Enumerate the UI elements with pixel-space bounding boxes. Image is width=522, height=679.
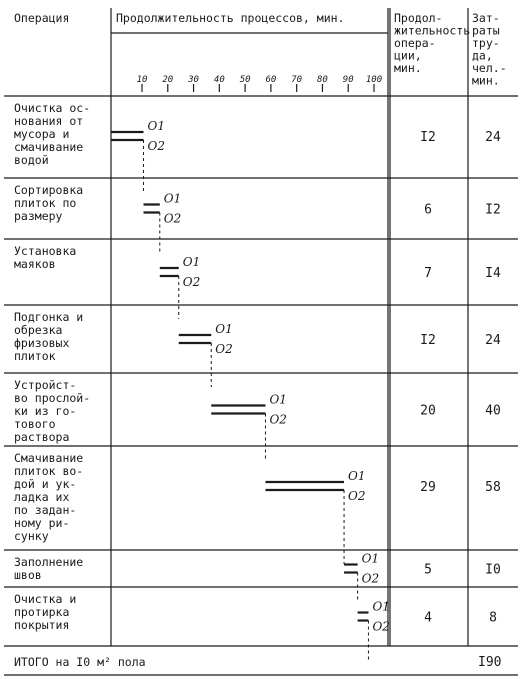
operation-name: Сортировка [14,183,84,197]
worker-o2-label: О2 [215,342,233,356]
operation-duration: 6 [424,202,432,218]
operation-name: Установка [14,244,77,258]
time-scale [137,75,383,92]
table-row [14,378,501,460]
worker-o2-label: О2 [372,619,390,634]
operation-name: смачивание [14,140,84,154]
operation-duration: I2 [420,130,436,145]
tick-label: 60 [265,75,277,85]
operation-name: раствора [14,430,70,444]
operation-name: ладка их [14,490,70,504]
tick-label: 40 [213,75,225,85]
tick-label: 10 [136,75,148,85]
worker-o2-label: О2 [361,571,380,586]
operation-name: Очистка и [14,592,77,606]
tick-label: 50 [239,75,251,85]
tick-label: 80 [317,75,328,85]
worker-o1-label: О1 [361,551,380,566]
operation-name: Устройст- [14,378,77,392]
operation-name: фризовых [14,336,70,350]
tick-label: 100 [365,75,383,85]
operation-name: плиток во- [14,464,84,478]
labor-cost: 40 [485,403,501,419]
header-labor-cost: раты [472,23,500,38]
tick-label: 30 [188,75,199,85]
header-operation-duration: жительность [394,23,471,38]
operation-name: протирка [14,605,70,619]
operation-duration: 20 [420,403,436,419]
table-row [14,552,501,602]
operation-name: покрытия [14,618,70,632]
operation-name: размеру [14,209,63,223]
labor-cost: 58 [485,480,501,495]
labor-cost: 24 [485,333,501,348]
operation-name: мусора и [14,127,70,141]
table-body [14,101,501,660]
table-row [14,244,501,319]
operation-duration: 5 [424,562,432,578]
operation-name: Заполнение [14,555,84,569]
operation-name: обрезка [14,323,63,337]
tick-label: 70 [291,75,303,85]
worker-o1-label: О1 [348,469,366,483]
table-row [14,310,501,387]
operation-name: сунку [14,529,49,543]
labor-cost: 8 [489,610,497,626]
worker-o1-label: О1 [147,119,166,133]
operation-name: швов [14,568,42,582]
table-row [14,592,497,660]
worker-o2-label: О2 [269,412,287,427]
total-labor: I90 [478,655,502,670]
operation-name: Очистка ос- [14,101,91,115]
worker-o2-label: О2 [147,139,166,153]
header-labor-cost: Зат- [472,11,500,25]
worker-o1-label: О1 [215,322,233,336]
operation-name: во прослой- [14,391,91,405]
header-labor-cost: чел.- [472,61,507,75]
operation-name: маяков [14,257,56,271]
worker-o2-label: О2 [182,275,201,289]
tick-label: 20 [162,75,174,85]
tick-label: 90 [342,75,354,85]
header-operation: Операция [14,11,70,25]
operation-name: Подгонка и [14,310,84,324]
table-row [14,451,501,564]
operation-name: плиток по [14,196,77,210]
operation-name: водой [14,153,49,167]
operation-name: ки из го- [14,404,77,418]
worker-o1-label: О1 [269,392,287,407]
total-label: ИТОГО на I0 м² пола [14,655,146,669]
operation-name: по задан- [14,503,77,517]
operation-duration: I2 [420,333,436,348]
labor-cost: 24 [485,130,501,145]
operation-name: ному ри- [14,516,70,530]
operation-name: нования от [14,114,84,128]
labor-cost: I2 [485,202,501,218]
header-operation-duration: мин. [394,61,422,75]
header-labor-cost: тру- [472,36,500,50]
operation-duration: 7 [424,266,432,281]
operation-duration: 29 [420,480,436,495]
header-operation-duration: Продол- [394,11,443,25]
total-row [14,655,501,670]
labor-cost: I4 [485,266,501,281]
operation-name: тового [14,417,56,431]
labor-cost: I0 [485,562,501,578]
header-operation-duration: ции, [394,48,422,63]
header-labor-cost: да, [472,48,493,63]
header-operation-duration: опера- [394,36,436,50]
worker-o2-label: О2 [163,211,182,226]
operation-name: Смачивание [14,451,84,465]
operation-name: дой и ук- [14,477,77,491]
operation-name: плиток [14,349,56,363]
worker-o1-label: О1 [182,255,201,269]
operation-duration: 4 [424,610,432,626]
table-row [14,183,501,253]
worker-o2-label: О2 [348,489,366,503]
worker-o1-label: О1 [372,599,390,614]
header-labor-cost: мин. [472,73,500,88]
header-process-duration: Продолжительность процессов, мин. [116,11,345,25]
worker-o1-label: О1 [163,191,182,206]
table-header [14,11,507,88]
